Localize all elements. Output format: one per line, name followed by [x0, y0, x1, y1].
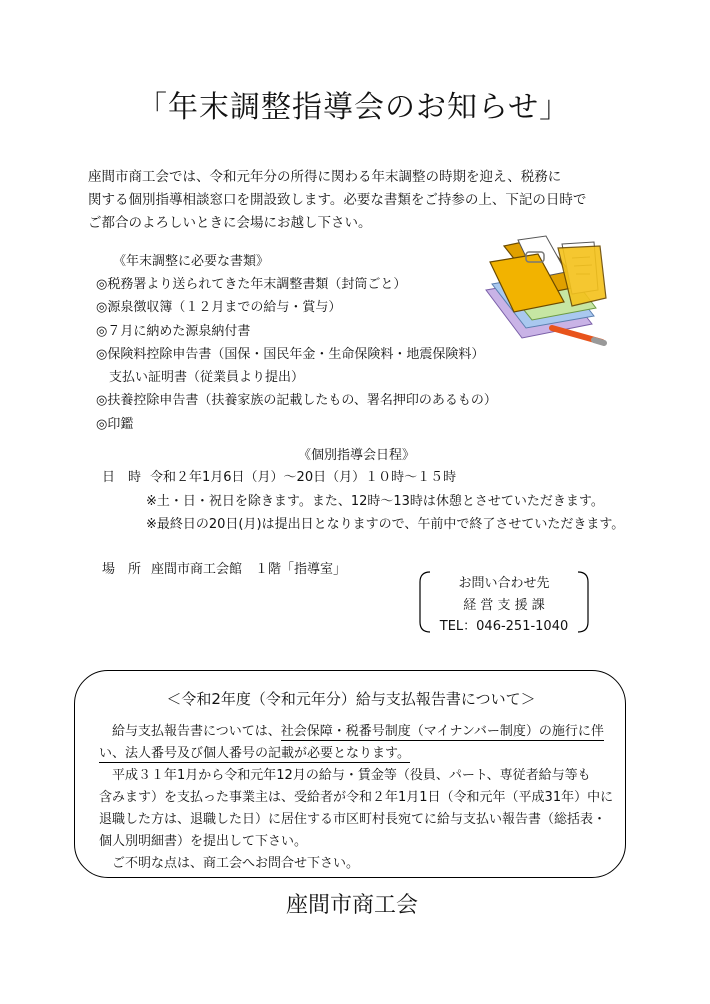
document-item: ◎印鑑 [96, 416, 134, 432]
schedule-note: ※最終日の20日(月)は提出日となりますので、午前中で終了させていただきます。 [146, 517, 625, 532]
contact-box [418, 570, 590, 634]
notice-line: 含みます）を支払った事業主は、受給者が令和２年1月1日（令和元年（平成31年）中に [99, 790, 614, 805]
notice-box [74, 670, 626, 878]
document-item: ◎扶養控除申告書（扶養家族の記載したもの、署名押印のあるもの） [96, 393, 497, 409]
document-item: ◎税務署より送られてきた年末調整書類（封筒ごと） [96, 277, 407, 292]
document-item: 支払い証明書（従業員より提出） [96, 370, 305, 386]
intro-line: ご都合のよろしいときに会場にお越し下さい。 [88, 215, 372, 231]
schedule-heading: 《個別指導会日程》 [298, 448, 416, 463]
notice-line: 退職した方は、退職した日）に居住する市区町村長宛てに給与支払い報告書（総括表・ [99, 812, 607, 827]
document-item: ◎７月に納めた源泉納付書 [96, 323, 251, 339]
notice-line: ご不明な点は、商工会へお問合せ下さい。 [99, 856, 360, 871]
documents-list [96, 273, 497, 436]
notice-underlined-text: 社会保障・税番号制度（マイナンバー制度）の施行に伴 [280, 724, 604, 739]
footer-organization: 座間市商工会 [286, 893, 419, 918]
contact-label: お問い合わせ先 [458, 576, 550, 591]
notice-line [99, 743, 613, 765]
place-value: 座間市商工会館 １階「指導室」 [151, 562, 347, 577]
notice-body [99, 721, 613, 875]
datetime-label: 日 時 [102, 470, 142, 485]
documents-heading: 《年末調整に必要な書類》 [113, 254, 270, 269]
document-item: ◎保険料控除申告書（国保・国民年金・生命保険料・地震保険料） [96, 346, 485, 362]
page-title: 「年末調整指導会のお知らせ」 [137, 90, 571, 125]
notice-title: ＜令和2年度（令和元年分）給与支払報告書について＞ [166, 690, 536, 708]
notice-underlined-text: い、法人番号及び個人番号の記載が必要となります。 [99, 746, 410, 761]
notice-line: 平成３１年1月から令和元年12月の給与・賃金等（役員、パート、専従者給与等も [99, 768, 591, 783]
place-label: 場 所 [102, 562, 142, 577]
intro-line: 座間市商工会では、令和元年分の所得に関わる年末調整の時期を迎え、税務に [88, 169, 562, 185]
document-item: ◎源泉徴収簿（１２月までの給与・賞与） [96, 300, 342, 316]
intro-paragraph [88, 166, 586, 235]
contact-tel: TEL：046-251-1040 [439, 619, 569, 634]
contact-department: 経 営 支 援 課 [463, 598, 545, 613]
datetime-value: 令和２年1月6日（月）～20日（月）１０時～１５時 [150, 470, 457, 485]
notice-text: 給与支払報告書については、 [99, 724, 281, 739]
intro-line: 関する個別指導相談窓口を開設致します。必要な書類をご持参の上、下記の日時で [88, 192, 587, 208]
folder-with-papers-illustration [482, 228, 610, 346]
schedule-note: ※土・日・祝日を除きます。また、12時～13時は休憩とさせていただきます。 [146, 494, 604, 509]
notice-line [99, 721, 613, 743]
notice-line: 個人別明細書）を提出して下さい。 [99, 834, 308, 849]
